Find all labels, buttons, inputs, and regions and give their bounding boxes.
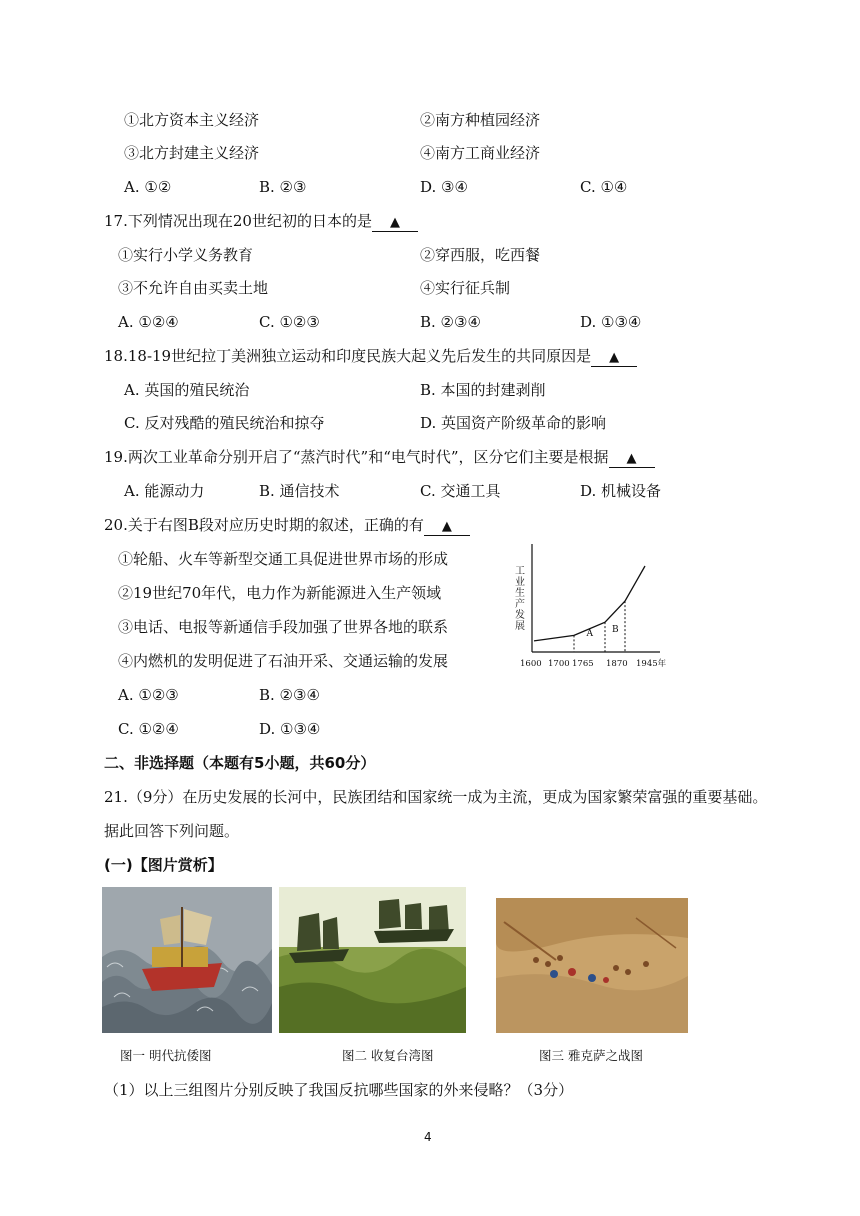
q16-option-d: D. ③④ [420, 178, 468, 196]
q19-option-b: B. 通信技术 [259, 482, 340, 500]
q16-item-1: ①北方资本主义经济 [124, 111, 260, 129]
q20-item-4: ④内燃机的发明促进了石油开采、交通运输的发展 [118, 652, 449, 670]
q19-stem [104, 447, 655, 468]
q16-item-2: ②南方种植园经济 [420, 111, 541, 129]
q17-option-a: A. ①②④ [118, 313, 179, 331]
q16-option-a: A. ①② [124, 178, 172, 196]
q19-option-c: C. 交通工具 [420, 482, 501, 500]
q20-option-c: C. ①②④ [118, 720, 179, 738]
answer-blank: ▲ [424, 519, 470, 536]
q16-option-b: B. ②③ [259, 178, 307, 196]
x-tick-label: 1870 [606, 659, 628, 669]
section-heading: 二、非选择题（本题有5小题，共60分） [104, 754, 376, 772]
x-tick-label: 1700 [548, 659, 570, 669]
q21-stem-line1: 21.（9分）在历史发展的长河中，民族团结和国家统一成为主流，更成为国家繁荣富强的重要基础。 [104, 788, 768, 806]
q17-option-b: B. ②③④ [420, 313, 481, 331]
q17-stem [104, 211, 418, 232]
q20-option-a: A. ①②③ [118, 686, 179, 704]
q20-item-1: ①轮船、火车等新型交通工具促进世界市场的形成 [118, 550, 449, 568]
q20-option-b: B. ②③④ [259, 686, 320, 704]
y-axis-label: 工业生产发展 [515, 566, 525, 632]
answer-blank: ▲ [372, 215, 418, 232]
q17-option-c: C. ①②③ [259, 313, 320, 331]
q16-item-4: ④南方工商业经济 [420, 144, 541, 162]
q17-item-3: ③不允许自由买卖土地 [118, 279, 269, 297]
q17-item-2: ②穿西服，吃西餐 [420, 246, 541, 264]
q18-option-d: D. 英国资产阶级革命的影响 [420, 414, 607, 432]
q20-stem-text: 20.关于右图B段对应历史时期的叙述，正确的有 [104, 516, 424, 534]
q19-option-d: D. 机械设备 [580, 482, 662, 500]
q18-stem-text: 18.18-19世纪拉丁美洲独立运动和印度民族大起义先后发生的共同原因是 [104, 347, 592, 365]
q20-stem [104, 515, 470, 536]
q16-option-c: C. ①④ [580, 178, 628, 196]
q16-item-3: ③北方封建主义经济 [124, 144, 260, 162]
q18-option-a: A. 英国的殖民统治 [124, 381, 250, 399]
q19-stem-text: 19.两次工业革命分别开启了“蒸汽时代”和“电气时代”，区分它们主要是根据 [104, 448, 609, 466]
caption-figure-1: 图一 明代抗倭图 [120, 1048, 212, 1063]
x-tick-label: 1765 [572, 659, 594, 669]
industrial-production-chart [510, 540, 670, 670]
q18-stem [104, 346, 637, 367]
x-tick-label: 1600 [520, 659, 542, 669]
q17-item-1: ①实行小学义务教育 [118, 246, 254, 264]
q21-stem-line2: 据此回答下列问题。 [104, 822, 240, 840]
caption-figure-2: 图二 收复台湾图 [342, 1048, 434, 1063]
albazin-battle-painting [496, 898, 688, 1033]
answer-blank: ▲ [609, 451, 655, 468]
q17-stem-text: 17.下列情况出现在20世纪初的日本的是 [104, 212, 372, 230]
caption-figure-3: 图三 雅克萨之战图 [539, 1048, 643, 1063]
answer-blank: ▲ [591, 350, 637, 367]
q18-option-b: B. 本国的封建剥削 [420, 381, 546, 399]
q17-option-d: D. ①③④ [580, 313, 642, 331]
segment-label-b: B [612, 625, 619, 635]
q20-item-3: ③电话、电报等新通信手段加强了世界各地的联系 [118, 618, 449, 636]
page-number: 4 [424, 1130, 432, 1144]
q20-option-d: D. ①③④ [259, 720, 321, 738]
picture-section-heading: (一)【图片赏析】 [104, 856, 223, 874]
question-1: （1）以上三组图片分别反映了我国反抗哪些国家的外来侵略？（3分） [104, 1081, 574, 1099]
q18-option-c: C. 反对残酷的殖民统治和掠夺 [124, 414, 325, 432]
q20-item-2: ②19世纪70年代，电力作为新能源进入生产领域 [118, 584, 442, 602]
x-tick-label: 1945年 [636, 659, 667, 669]
q19-option-a: A. 能源动力 [124, 482, 205, 500]
segment-label-a: A [586, 629, 593, 639]
q17-item-4: ④实行征兵制 [420, 279, 511, 297]
recover-taiwan-painting [279, 887, 466, 1033]
ming-anti-wokou-painting [102, 887, 272, 1033]
